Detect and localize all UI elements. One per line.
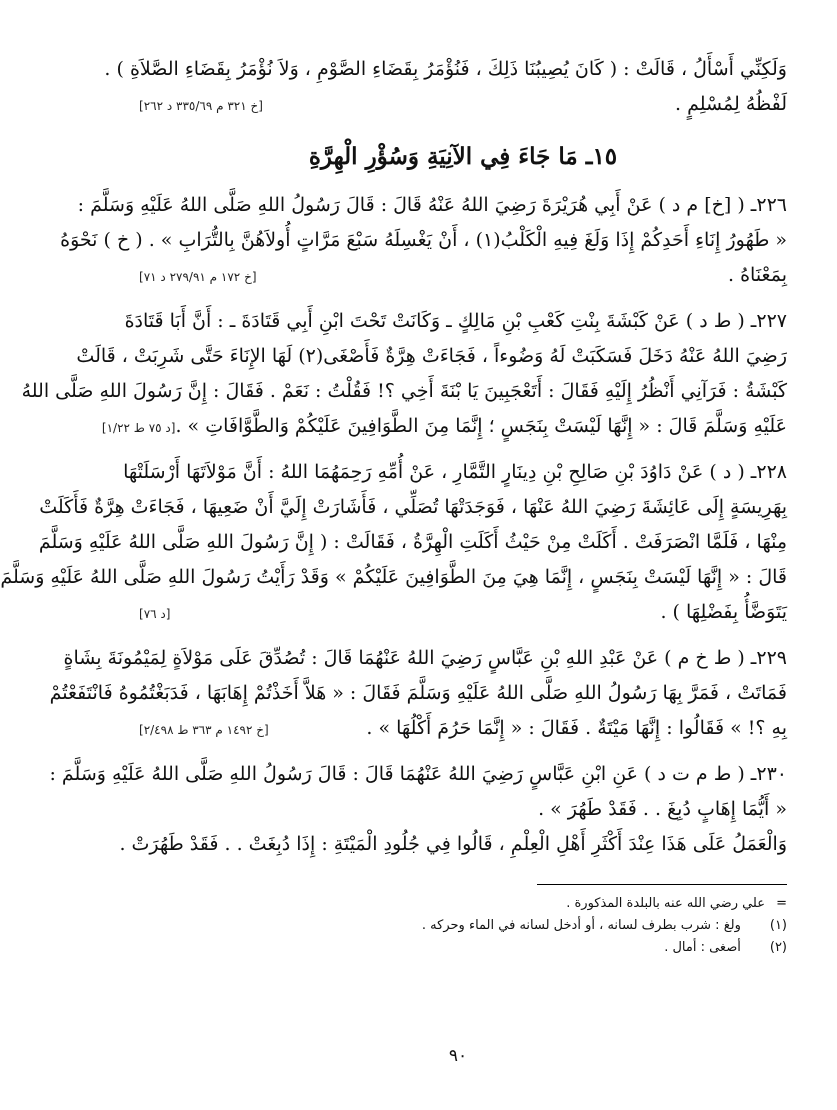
text-line: ٢٣٠ـ ( ط م ت د ) عَنِ ابْنِ عَبَّاسٍ رَضِيَ اللهُ عَنْهُمَا قَالَ : قَالَ رَسُولُ اللهِ صَلَّى اللهُ عَلَيْهِ وَسَلَّمَ :	[49, 763, 787, 785]
text-line: كَبْشَةُ : فَرَآنِي أَنْظُرُ إِلَيْهِ فَقَالَ : أَتَعْجَبِينَ يَا بْنَةَ أَخِي ؟! فَقُلْتُ : نَعَمْ . فَقَالَ : إِنَّ رَسُولَ اللهِ صَلَّى اللهُ	[21, 380, 787, 402]
text-line: وَلَكِنِّي أَسْأَلُ ، قَالَتْ : ( كَانَ يُصِيبُنَا ذَلِكَ ، فَنُؤْمَرُ بِقَضَاءِ الصَّوْمِ ، وَلاَ نُؤْمَرُ بِقَضَاءِ الصَّلاَةِ ) .	[104, 58, 787, 80]
hadith-226	[60, 188, 787, 295]
text-line: بِهِ ؟! » فَقَالُوا : إِنَّهَا مَيْتَةٌ . فَقَالَ : « إِنَّمَا حَرُمَ أَكْلُهَا » .	[366, 717, 787, 739]
page-body	[0, 52, 787, 959]
text-line: وَالْعَمَلُ عَلَى هَذَا عِنْدَ أَكْثَرِ أَهْلِ الْعِلْمِ ، قَالُوا فِي جُلُودِ الْمَيْتَةِ : إِذَا دُبِغَتْ . . فَقَدْ طَهُرَتْ .	[119, 833, 787, 855]
source-reference: [د ٧٦]	[139, 607, 171, 621]
source-reference: [خ ٣٢١ م ٣٣٥/٦٩ د ٢٦٢]	[139, 99, 263, 113]
footnote-text: أصغى : أمال .	[664, 940, 741, 955]
text-line: قَالَ : « إِنَّهَا لَيْسَتْ بِنَجَسٍ ، إِنَّمَا هِيَ مِنَ الطَّوَافِينَ عَلَيْكُمْ » وَقَدْ رَأَيْتُ رَسُولَ اللهِ صَلَّى اللهُ عَلَيْهِ وَسَلَّمَ	[0, 566, 787, 588]
text-line-with-ref	[139, 87, 787, 124]
text-line: « أَيُّمَا إِهَابٍ دُبِغَ . . فَقَدْ طَهُرَ » .	[538, 798, 787, 820]
footnote-continuation	[139, 893, 787, 915]
text-line-with-ref	[139, 258, 787, 295]
hadith-227	[21, 304, 787, 446]
text-line: رَضِيَ اللهُ عَنْهُ دَخَلَ فَسَكَبَتْ لَهُ وَضُوءاً ، فَجَاءَتْ هِرَّةٌ فَأَصْغَى(٢) لَهَا الإِنَاءَ حَتَّى شَرِبَتْ ، قَالَتْ	[76, 345, 787, 367]
text-line: ٢٢٧ـ ( ط د ) عَنْ كَبْشَةَ بِنْتِ كَعْبِ بْنِ مَالِكٍ ـ وَكَانَتْ تَحْتَ ابْنِ أَبِي قَتَادَةَ ـ : أَنَّ أَبَا قَتَادَةَ	[124, 310, 787, 332]
text-line: يَتَوَضَّأُ بِفَضْلِهَا ) .	[660, 601, 787, 623]
text-line-with-ref	[139, 711, 787, 748]
footnote-divider	[537, 884, 787, 885]
hadith-228	[0, 455, 787, 632]
text-line: ٢٢٨ـ ( د ) عَنْ دَاوُدَ بْنِ صَالِحِ بْنِ دِينَارٍ التَّمَّارِ ، عَنْ أُمِّهِ رَحِمَهُمَا اللهُ : أَنَّ مَوْلاَتَهَا أَرْسَلَتْهَا	[123, 461, 787, 483]
continuation-block	[104, 52, 787, 124]
footnote-item	[139, 915, 787, 937]
page-number: ٩٠	[448, 1046, 468, 1066]
hadith-230	[49, 757, 787, 862]
footnotes	[139, 893, 787, 959]
section-title: ١٥ـ مَا جَاءَ فِي الآنِيَةِ وَسُؤْرِ الْهِرَّةِ	[308, 143, 618, 170]
continuation-mark: =	[776, 896, 787, 911]
source-reference: [خ ١٤٩٢ م ٣٦٣ ط ٢/٤٩٨]	[139, 723, 269, 737]
text-line: فَمَاتَتْ ، فَمَرَّ بِهَا رَسُولُ اللهِ صَلَّى اللهُ عَلَيْهِ وَسَلَّمَ فَقَالَ : « هَلاَّ أَخَذْتُمْ إِهَابَهَا ، فَدَبَغْتُمُوهُ فَانْتَفَعْتُمْ	[49, 682, 787, 704]
footnote-number: (٢)	[769, 940, 787, 955]
text-line: عَلَيْهِ وَسَلَّمَ قَالَ : « إِنَّهَا لَيْسَتْ بِنَجَسٍ ؛ إِنَّمَا مِنَ الطَّوَافِينَ عَلَيْكُمْ وَالطَّوَّافَاتِ » .	[175, 415, 787, 437]
footnote-text: ولغ : شرب بطرف لسانه ، أو أدخل لسانه في الماء وحركه .	[421, 918, 741, 933]
footnote-text: علي رضي الله عنه بالبلدة المذكورة .	[566, 896, 765, 911]
source-reference: [خ ١٧٢ م ٢٧٩/٩١ د ٧١]	[139, 270, 257, 284]
footnote-number: (١)	[769, 918, 787, 933]
footnote-item	[139, 937, 787, 959]
text-line: بِهَرِيسَةٍ إِلَى عَائِشَةَ رَضِيَ اللهُ عَنْهَا ، فَوَجَدَتْهَا تُصَلِّي ، فَأَشَارَتْ إِلَيَّ أَنْ ضَعِيهَا ، فَجَاءَتْ هِرَّةٌ فَأَكَلَتْ	[39, 496, 787, 518]
text-line: « طَهُورُ إِنَاءِ أَحَدِكُمْ إِذَا وَلَغَ فِيهِ الْكَلْبُ(١) ، أَنْ يَغْسِلَهُ سَبْعَ مَرَّاتٍ أُولاَهُنَّ بِالتُّرَابِ » . ( خ ) نَحْوَهُ	[60, 229, 787, 251]
text-line: مِنْهَا ، فَلَمَّا انْصَرَفَتْ . أَكَلَتْ مِنْ حَيْثُ أَكَلَتِ الْهِرَّةُ ، فَقَالَتْ : ( إِنَّ رَسُولَ اللهِ صَلَّى اللهُ عَلَيْهِ وَسَلَّمَ	[38, 531, 787, 553]
text-line-with-ref	[101, 409, 787, 446]
text-line: ٢٢٦ـ ( [خ] م د ) عَنْ أَبِي هُرَيْرَةَ رَضِيَ اللهُ عَنْهُ قَالَ : قَالَ رَسُولُ اللهِ صَلَّى اللهُ عَلَيْهِ وَسَلَّمَ :	[77, 194, 787, 216]
text-line: بِمَعْنَاهُ .	[728, 264, 787, 286]
text-line: ٢٢٩ـ ( ط خ م ) عَنْ عَبْدِ اللهِ بْنِ عَبَّاسٍ رَضِيَ اللهُ عَنْهُمَا قَالَ : تُصُدِّقَ عَلَى مَوْلاَةٍ لِمَيْمُونَةَ بِشَاةٍ	[63, 647, 787, 669]
text-line: لَفْظُهُ لِمُسْلِمٍ .	[675, 93, 787, 115]
hadith-229	[49, 641, 787, 748]
text-line-with-ref	[139, 595, 787, 632]
source-reference: [د ٧٥ ط ١/٢٢]	[101, 421, 176, 435]
